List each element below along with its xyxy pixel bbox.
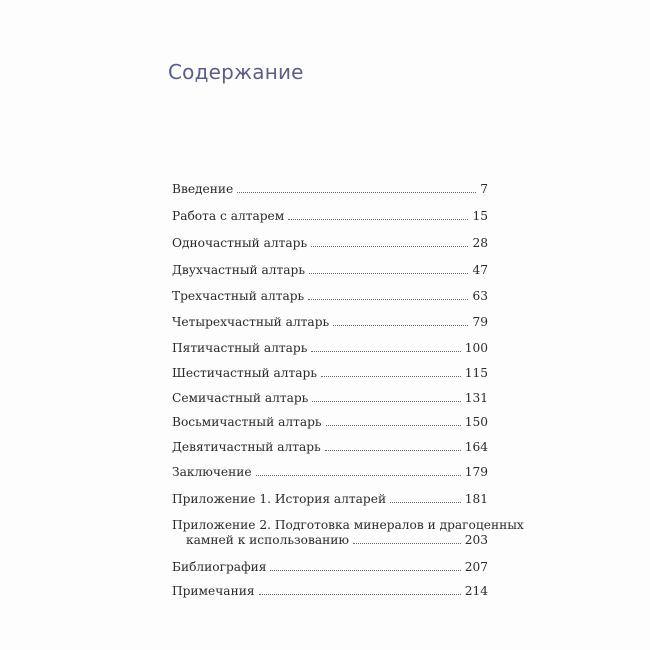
toc-entry-label: Четырехчастный алтарь <box>172 315 330 329</box>
toc-entry-page: 28 <box>472 236 488 250</box>
toc-entry-eight-part-altar <box>172 415 488 430</box>
toc-entry-working-with-altar <box>172 209 488 224</box>
leader-dots <box>237 191 476 193</box>
toc-entry-page: 7 <box>480 182 488 196</box>
leader-dots <box>288 218 468 220</box>
toc-entry-label: Трехчастный алтарь <box>172 289 305 303</box>
toc-entry-page: 15 <box>472 209 488 223</box>
leader-dots <box>321 375 461 377</box>
toc-entry-notes <box>172 584 488 599</box>
leader-dots <box>311 350 460 352</box>
toc-entry-four-part-altar <box>172 315 488 330</box>
leader-dots <box>311 245 468 247</box>
toc-entry-label: Заключение <box>172 465 252 479</box>
leader-dots <box>259 593 461 595</box>
toc-entry-two-part-altar <box>172 263 488 278</box>
toc-entry-page: 179 <box>464 465 488 479</box>
toc-entry-seven-part-altar <box>172 391 488 406</box>
toc-entry-label: Библиография <box>172 560 267 574</box>
toc-entry-label: Работа с алтарем <box>172 209 285 223</box>
toc-entry-appendix-2 <box>172 518 524 548</box>
leader-dots <box>325 449 461 451</box>
toc-entry-label: Шестичастный алтарь <box>172 366 317 380</box>
leader-dots <box>256 474 461 476</box>
toc-entry-label-line1: Приложение 2. Подготовка минералов и драгоценных <box>172 518 524 532</box>
leader-dots <box>390 501 461 503</box>
leader-dots <box>353 542 461 544</box>
leader-dots <box>333 324 468 326</box>
toc-entry-page: 203 <box>464 533 488 547</box>
toc-entry-appendix-1 <box>172 492 488 507</box>
toc-entry-label: Введение <box>172 182 234 196</box>
leader-dots <box>309 272 469 274</box>
toc-entry-page: 115 <box>464 366 488 380</box>
toc-entry-page: 79 <box>472 315 488 329</box>
toc-entry-page: 207 <box>464 560 488 574</box>
toc-entry-nine-part-altar <box>172 440 488 455</box>
toc-entry-page: 47 <box>472 263 488 277</box>
toc-entry-page: 63 <box>472 289 488 303</box>
toc-entry-conclusion <box>172 465 488 480</box>
toc-entry-page: 181 <box>464 492 488 506</box>
toc-entry-label: Семичастный алтарь <box>172 391 309 405</box>
toc-entry-page: 131 <box>464 391 488 405</box>
toc-entry-introduction <box>172 182 488 197</box>
toc-entry-label-line2: камней к использованию <box>186 533 349 547</box>
leader-dots <box>270 569 460 571</box>
toc-entry-label: Девятичастный алтарь <box>172 440 321 454</box>
toc-entry-line2 <box>172 533 488 548</box>
toc-entry-one-part-altar <box>172 236 488 251</box>
toc-entry-label: Двухчастный алтарь <box>172 263 305 277</box>
toc-entry-six-part-altar <box>172 366 488 381</box>
toc-entry-label: Пятичастный алтарь <box>172 341 308 355</box>
toc-entry-label: Одночастный алтарь <box>172 236 308 250</box>
toc-entry-label: Восьмичастный алтарь <box>172 415 322 429</box>
toc-entry-five-part-altar <box>172 341 488 356</box>
toc-entry-label: Примечания <box>172 584 255 598</box>
leader-dots <box>326 424 461 426</box>
toc-entry-page: 214 <box>464 584 488 598</box>
toc-entry-page: 150 <box>464 415 488 429</box>
toc-entry-page: 100 <box>464 341 488 355</box>
toc-entry-three-part-altar <box>172 289 488 304</box>
toc-entry-bibliography <box>172 560 488 575</box>
leader-dots <box>308 298 468 300</box>
leader-dots <box>312 400 460 402</box>
page-title: Содержание <box>168 60 304 84</box>
toc-entry-label: Приложение 1. История алтарей <box>172 492 387 506</box>
toc-entry-page: 164 <box>464 440 488 454</box>
